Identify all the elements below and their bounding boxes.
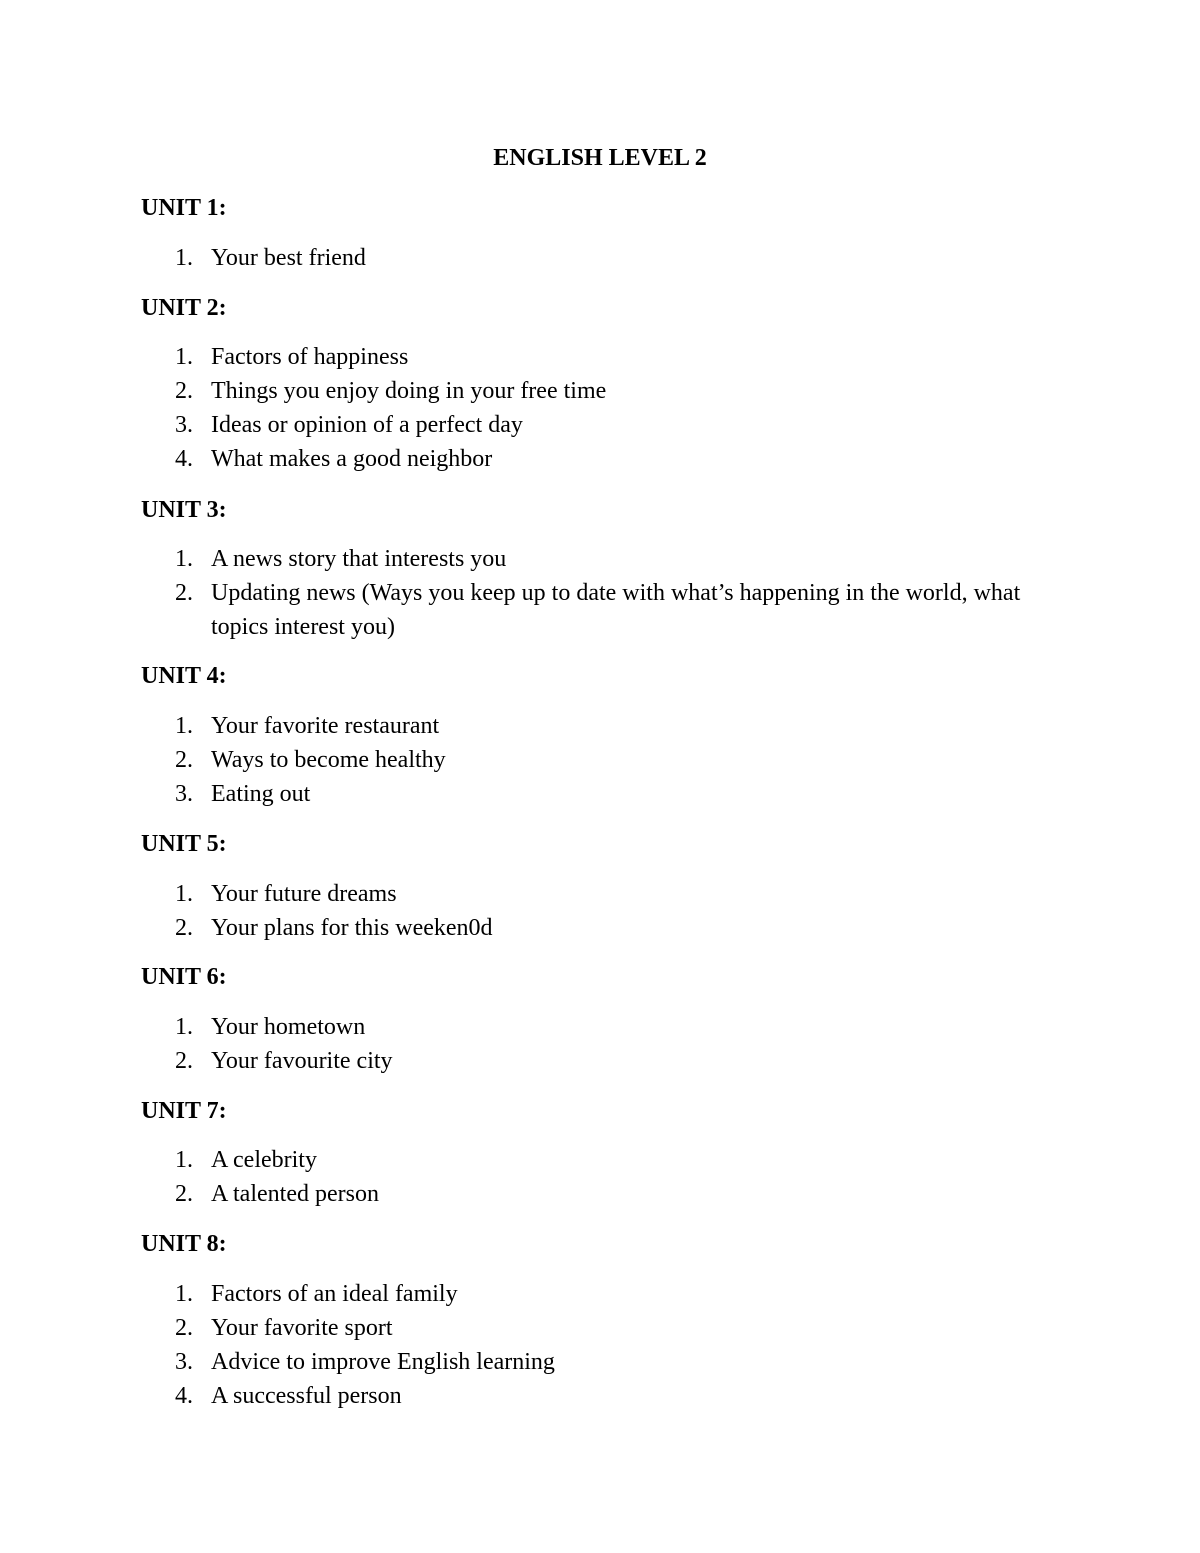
list-item <box>175 442 1035 476</box>
item-number: 2. <box>175 378 193 404</box>
item-text: Things you enjoy doing in your free time <box>211 378 607 404</box>
unit-heading: UNIT 4: <box>141 663 227 689</box>
unit-topic-list <box>175 1010 1035 1078</box>
unit-heading: UNIT 8: <box>141 1231 227 1257</box>
item-number: 2. <box>175 747 193 773</box>
list-item <box>175 1010 1035 1044</box>
list-item <box>175 877 1035 911</box>
item-number: 1. <box>175 713 193 739</box>
item-text: Ideas or opinion of a perfect day <box>211 412 523 438</box>
item-number: 3. <box>175 781 193 807</box>
item-number: 3. <box>175 1349 193 1375</box>
item-text: Eating out <box>211 781 311 807</box>
item-number: 1. <box>175 546 193 572</box>
list-item <box>175 1277 1035 1311</box>
item-text: A news story that interests you <box>211 546 507 572</box>
item-number: 2. <box>175 915 193 941</box>
unit-heading: UNIT 2: <box>141 295 227 321</box>
item-text: Your favorite restaurant <box>211 713 440 739</box>
item-number: 1. <box>175 245 193 271</box>
list-item <box>175 408 1035 442</box>
item-number: 2. <box>175 1048 193 1074</box>
unit-topic-list <box>175 1143 1035 1211</box>
item-number: 1. <box>175 1147 193 1173</box>
item-text: Factors of an ideal family <box>211 1281 458 1307</box>
unit-heading: UNIT 1: <box>141 195 227 221</box>
list-item <box>175 1311 1035 1345</box>
list-item <box>175 374 1035 408</box>
item-number: 1. <box>175 1281 193 1307</box>
item-number: 2. <box>175 1181 193 1207</box>
item-number: 4. <box>175 1383 193 1409</box>
list-item <box>175 1044 1035 1078</box>
unit-topic-list <box>175 877 1035 945</box>
item-text: Ways to become healthy <box>211 747 446 773</box>
list-item <box>175 576 1035 644</box>
list-item <box>175 1143 1035 1177</box>
item-text: Your hometown <box>211 1014 366 1040</box>
list-item <box>175 911 1035 945</box>
list-item <box>175 340 1035 374</box>
list-item <box>175 743 1035 777</box>
unit-topic-list <box>175 1277 1035 1413</box>
list-item <box>175 542 1035 576</box>
item-text: What makes a good neighbor <box>211 446 493 472</box>
page-title: ENGLISH LEVEL 2 <box>493 145 707 171</box>
item-text: Your favourite city <box>211 1048 393 1074</box>
item-text: Updating news (Ways you keep up to date with what’s happening in the world, what topics interest you) <box>211 580 1021 640</box>
unit-heading: UNIT 7: <box>141 1098 227 1124</box>
item-text: A successful person <box>211 1383 402 1409</box>
item-text: A talented person <box>211 1181 379 1207</box>
list-item <box>175 1345 1035 1379</box>
list-item <box>175 1177 1035 1211</box>
list-item <box>175 241 1035 275</box>
item-text: Advice to improve English learning <box>211 1349 555 1375</box>
item-text: A celebrity <box>211 1147 317 1173</box>
unit-heading: UNIT 5: <box>141 831 227 857</box>
list-item <box>175 1379 1035 1413</box>
unit-topic-list <box>175 241 1035 275</box>
item-number: 1. <box>175 881 193 907</box>
item-text: Your best friend <box>211 245 366 271</box>
item-text: Your favorite sport <box>211 1315 393 1341</box>
item-text: Your future dreams <box>211 881 397 907</box>
item-number: 4. <box>175 446 193 472</box>
item-number: 2. <box>175 580 193 606</box>
item-text: Factors of happiness <box>211 344 409 370</box>
list-item <box>175 709 1035 743</box>
unit-topic-list <box>175 542 1035 644</box>
unit-heading: UNIT 3: <box>141 497 227 523</box>
item-text: Your plans for this weeken0d <box>211 915 493 941</box>
item-number: 2. <box>175 1315 193 1341</box>
list-item <box>175 777 1035 811</box>
item-number: 1. <box>175 1014 193 1040</box>
unit-topic-list <box>175 340 1035 476</box>
item-number: 1. <box>175 344 193 370</box>
unit-topic-list <box>175 709 1035 811</box>
unit-heading: UNIT 6: <box>141 964 227 990</box>
item-number: 3. <box>175 412 193 438</box>
